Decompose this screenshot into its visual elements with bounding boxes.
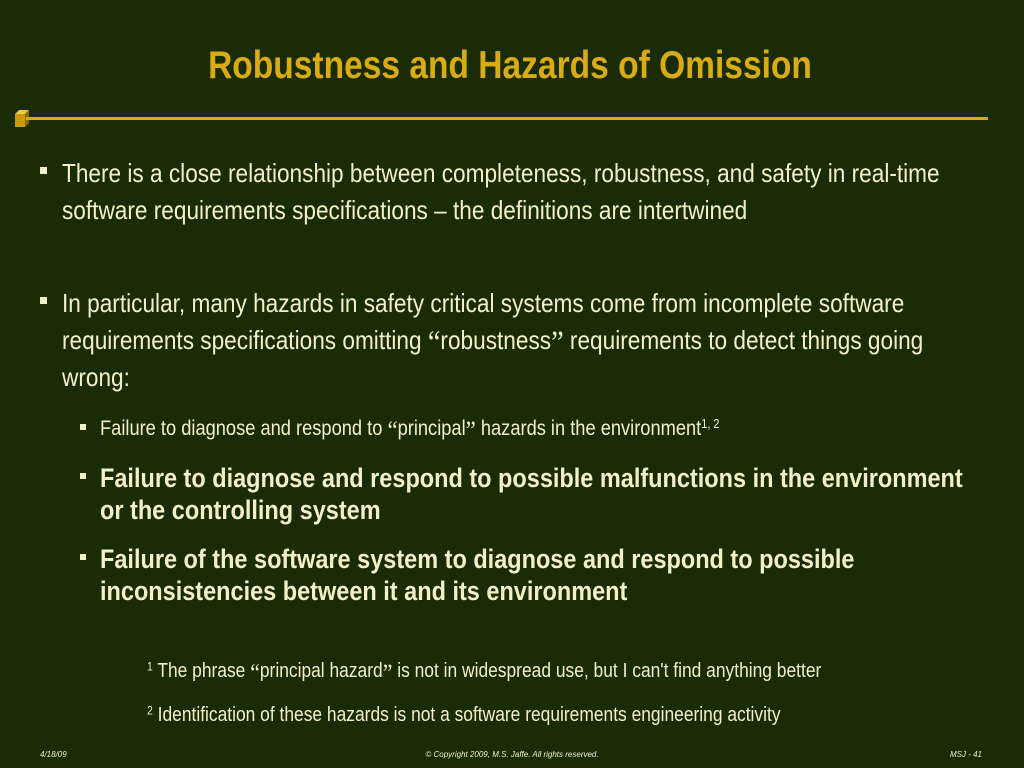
bullet-text: There is a close relationship between completeness, robustness, and safety in real-time software requirements specifications – the definitions are intertwined <box>62 158 940 225</box>
square-bullet-icon <box>40 297 47 304</box>
sub-bullet-item-2 <box>80 462 970 526</box>
footnote-2: $^2$ Identification of these hazards is not a software requirements engineering activity <box>147 703 781 726</box>
footer-copyright: © Copyright 2009, M.S. Jaffe. All rights reserved. <box>425 750 599 759</box>
sub-bullet-item-3 <box>80 543 970 607</box>
sub-bullet-text: Failure to diagnose and respond to “principal” hazards in the environment$^{1, 2}$ <box>100 416 720 445</box>
bullet-text: In particular, many hazards in safety critical systems come from incomplete software requirements specifications omitting “robustness” requirements to detect things going wrong: <box>62 288 924 392</box>
title-divider <box>26 117 988 120</box>
slide-title: Robustness and Hazards of Omission <box>208 44 812 87</box>
square-bullet-icon <box>80 473 86 479</box>
sub-bullet-text: Failure to diagnose and respond to possible malfunctions in the environment or the controlling system <box>100 463 963 525</box>
square-bullet-icon <box>80 424 86 430</box>
sub-bullet-text: Failure of the software system to diagnose and respond to possible inconsistencies between it and its environment <box>100 544 855 606</box>
footer-page-number: MSJ - 41 <box>949 750 982 759</box>
footer-date: 4/18/09 <box>40 750 67 759</box>
square-bullet-icon <box>40 167 47 174</box>
bullet-item-2 <box>40 285 970 396</box>
square-bullet-icon <box>80 554 86 560</box>
sub-bullet-item-1 <box>80 415 970 443</box>
bullet-item-1 <box>40 155 970 229</box>
footnote-1: $^1$ The phrase “principal hazard” is not in widespread use, but I can't find anything better <box>147 659 822 687</box>
